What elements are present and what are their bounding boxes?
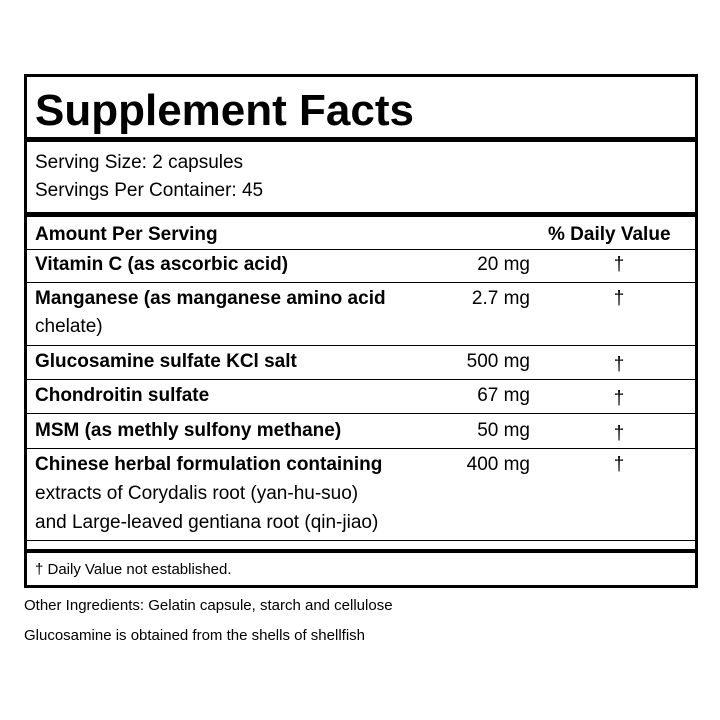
divider (27, 448, 695, 449)
nutrient-name: Glucosamine sulfate KCl salt (35, 351, 297, 372)
nutrient-name-continued: chelate) (35, 316, 103, 337)
nutrient-name: Chinese herbal formulation containing (35, 454, 383, 475)
divider (27, 413, 695, 414)
nutrient-amount: 500 mg (466, 351, 530, 372)
other-ingredients: Other Ingredients: Gelatin capsule, starch and cellulose (24, 597, 393, 614)
daily-value-header: % Daily Value (548, 224, 671, 245)
divider (27, 249, 695, 250)
nutrient-name-continued: extracts of Corydalis root (yan-hu-suo) (35, 483, 359, 504)
nutrient-amount: 67 mg (477, 385, 530, 406)
nutrient-name: Vitamin C (as ascorbic acid) (35, 254, 289, 275)
divider-thick (27, 549, 695, 553)
nutrient-amount: 20 mg (477, 254, 530, 275)
nutrient-name: Manganese (as manganese amino acid (35, 288, 386, 309)
nutrient-name: MSM (as methly sulfony methane) (35, 420, 342, 441)
daily-value-mark: † (613, 288, 625, 309)
nutrient-name-continued: and Large-leaved gentiana root (qin-jiao) (35, 512, 379, 533)
divider (27, 282, 695, 283)
supplement-facts-panel (24, 74, 698, 588)
allergen-note: Glucosamine is obtained from the shells of shellfish (24, 627, 366, 644)
label-title: Supplement Facts (35, 86, 414, 135)
serving-size: Serving Size: 2 capsules (35, 152, 244, 173)
daily-value-mark: † (613, 388, 625, 409)
divider (27, 379, 695, 380)
divider (27, 540, 695, 541)
amount-per-serving-header: Amount Per Serving (35, 224, 218, 245)
footnote: † Daily Value not established. (35, 561, 232, 578)
divider-thick (27, 212, 695, 217)
nutrient-amount: 400 mg (466, 454, 530, 475)
daily-value-mark: † (613, 454, 625, 475)
divider (27, 345, 695, 346)
nutrient-amount: 2.7 mg (471, 288, 530, 309)
nutrient-name: Chondroitin sulfate (35, 385, 210, 406)
daily-value-mark: † (613, 354, 625, 375)
nutrient-amount: 50 mg (477, 420, 530, 441)
servings-per-container: Servings Per Container: 45 (35, 180, 264, 201)
daily-value-mark: † (613, 423, 625, 444)
daily-value-mark: † (613, 254, 625, 275)
divider-thick (27, 137, 695, 142)
